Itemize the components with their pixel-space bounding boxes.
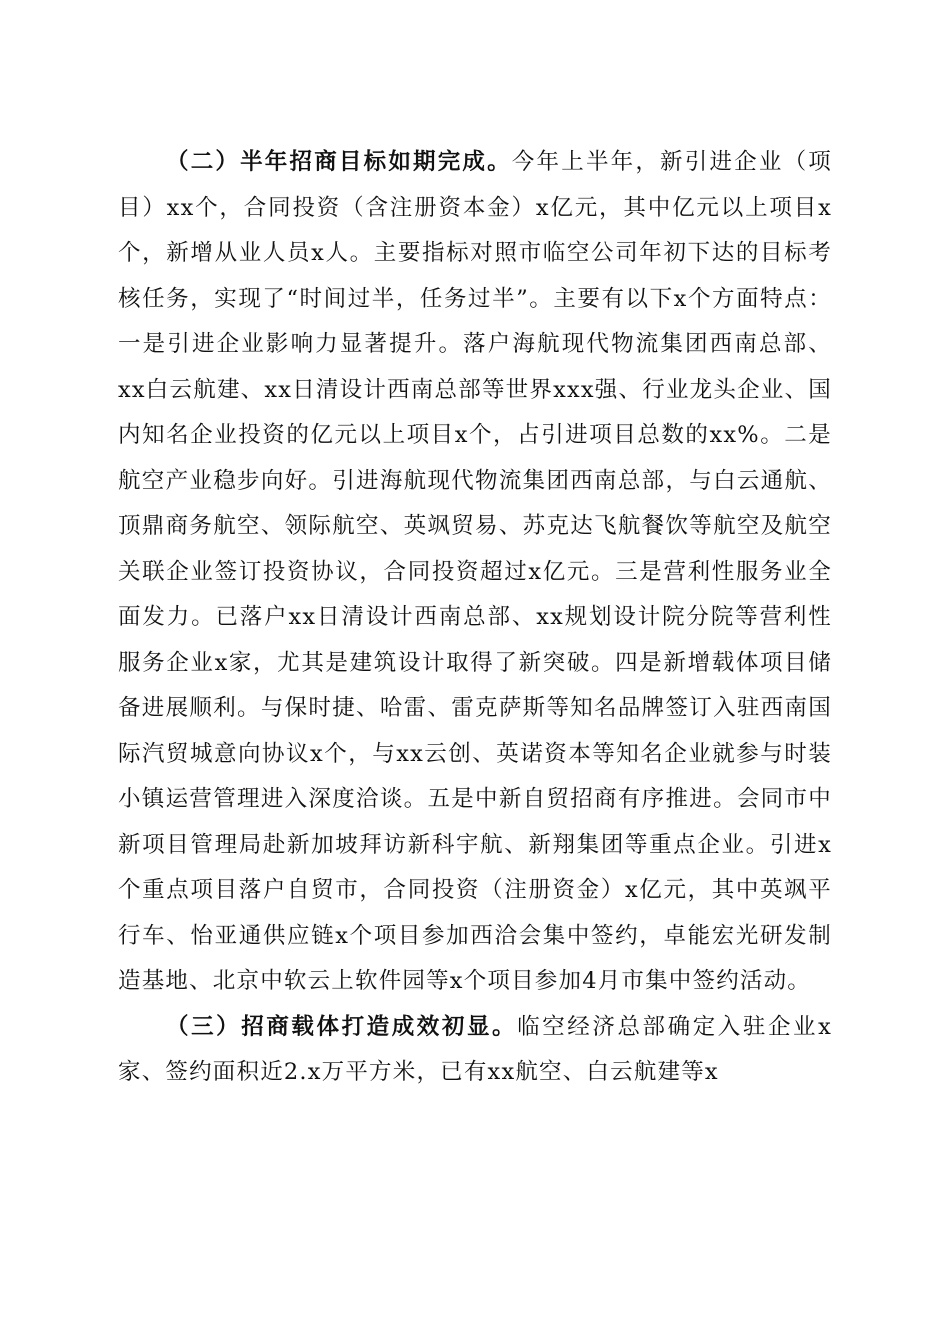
paragraph-section-three xyxy=(118,1005,832,1096)
section-two-heading: （二）半年招商目标如期完成。 xyxy=(166,149,512,175)
section-three-heading: （三）招商载体打造成效初显。 xyxy=(166,1013,518,1040)
section-three-text: 临空经济总部确定入驻企业x家、签约面积近2.x万平方米，已有xx航空、白云航建等x xyxy=(118,1013,832,1085)
section-two-text: 今年上半年，新引进企业（项目）xx个，合同投资（含注册资本金）x亿元，其中亿元以上项目x个，新增从业人员x人。主要指标对照市临空公司年初下达的目标考核任务，实现了“时间过半，任务过半”。主要有以下x个方面特点：一是引进企业影响力显著提升。落户海航现代物流集团西南总部、xx白云航建、xx日清设计西南总部等世界xxx强、行业龙头企业、国内知名企业投资的亿元以上项目x个，占引进项目总数的xx%。二是航空产业稳步向好。引进海航现代物流集团西南总部，与白云通航、顶鼎商务航空、领际航空、英飒贸易、苏克达飞航餐饮等航空及航空关联企业签订投资协议，合同投资超过x亿元。三是营利性服务业全面发力。已落户xx日清设计西南总部、xx规划设计院分院等营利性服务企业x家，尤其是建筑设计取得了新突破。四是新增载体项目储备进展顺利。与保时捷、哈雷、雷克萨斯等知名品牌签订入驻西南国际汽贸城意向协议x个，与xx云创、英诺资本等知名企业就参与时装小镇运营管理进入深度洽谈。五是中新自贸招商有序推进。会同市中新项目管理局赴新加坡拜访新科宇航、新翔集团等重点企业。引进x个重点项目落户自贸市，合同投资（注册资金）x亿元，其中英飒平行车、怡亚通供应链x个项目参加西洽会集中签约，卓能宏光研发制造基地、北京中软云上软件园等x个项目参加4月市集中签约活动。 xyxy=(118,149,832,994)
paragraph-section-two xyxy=(118,140,832,1005)
document-body xyxy=(118,140,832,1096)
